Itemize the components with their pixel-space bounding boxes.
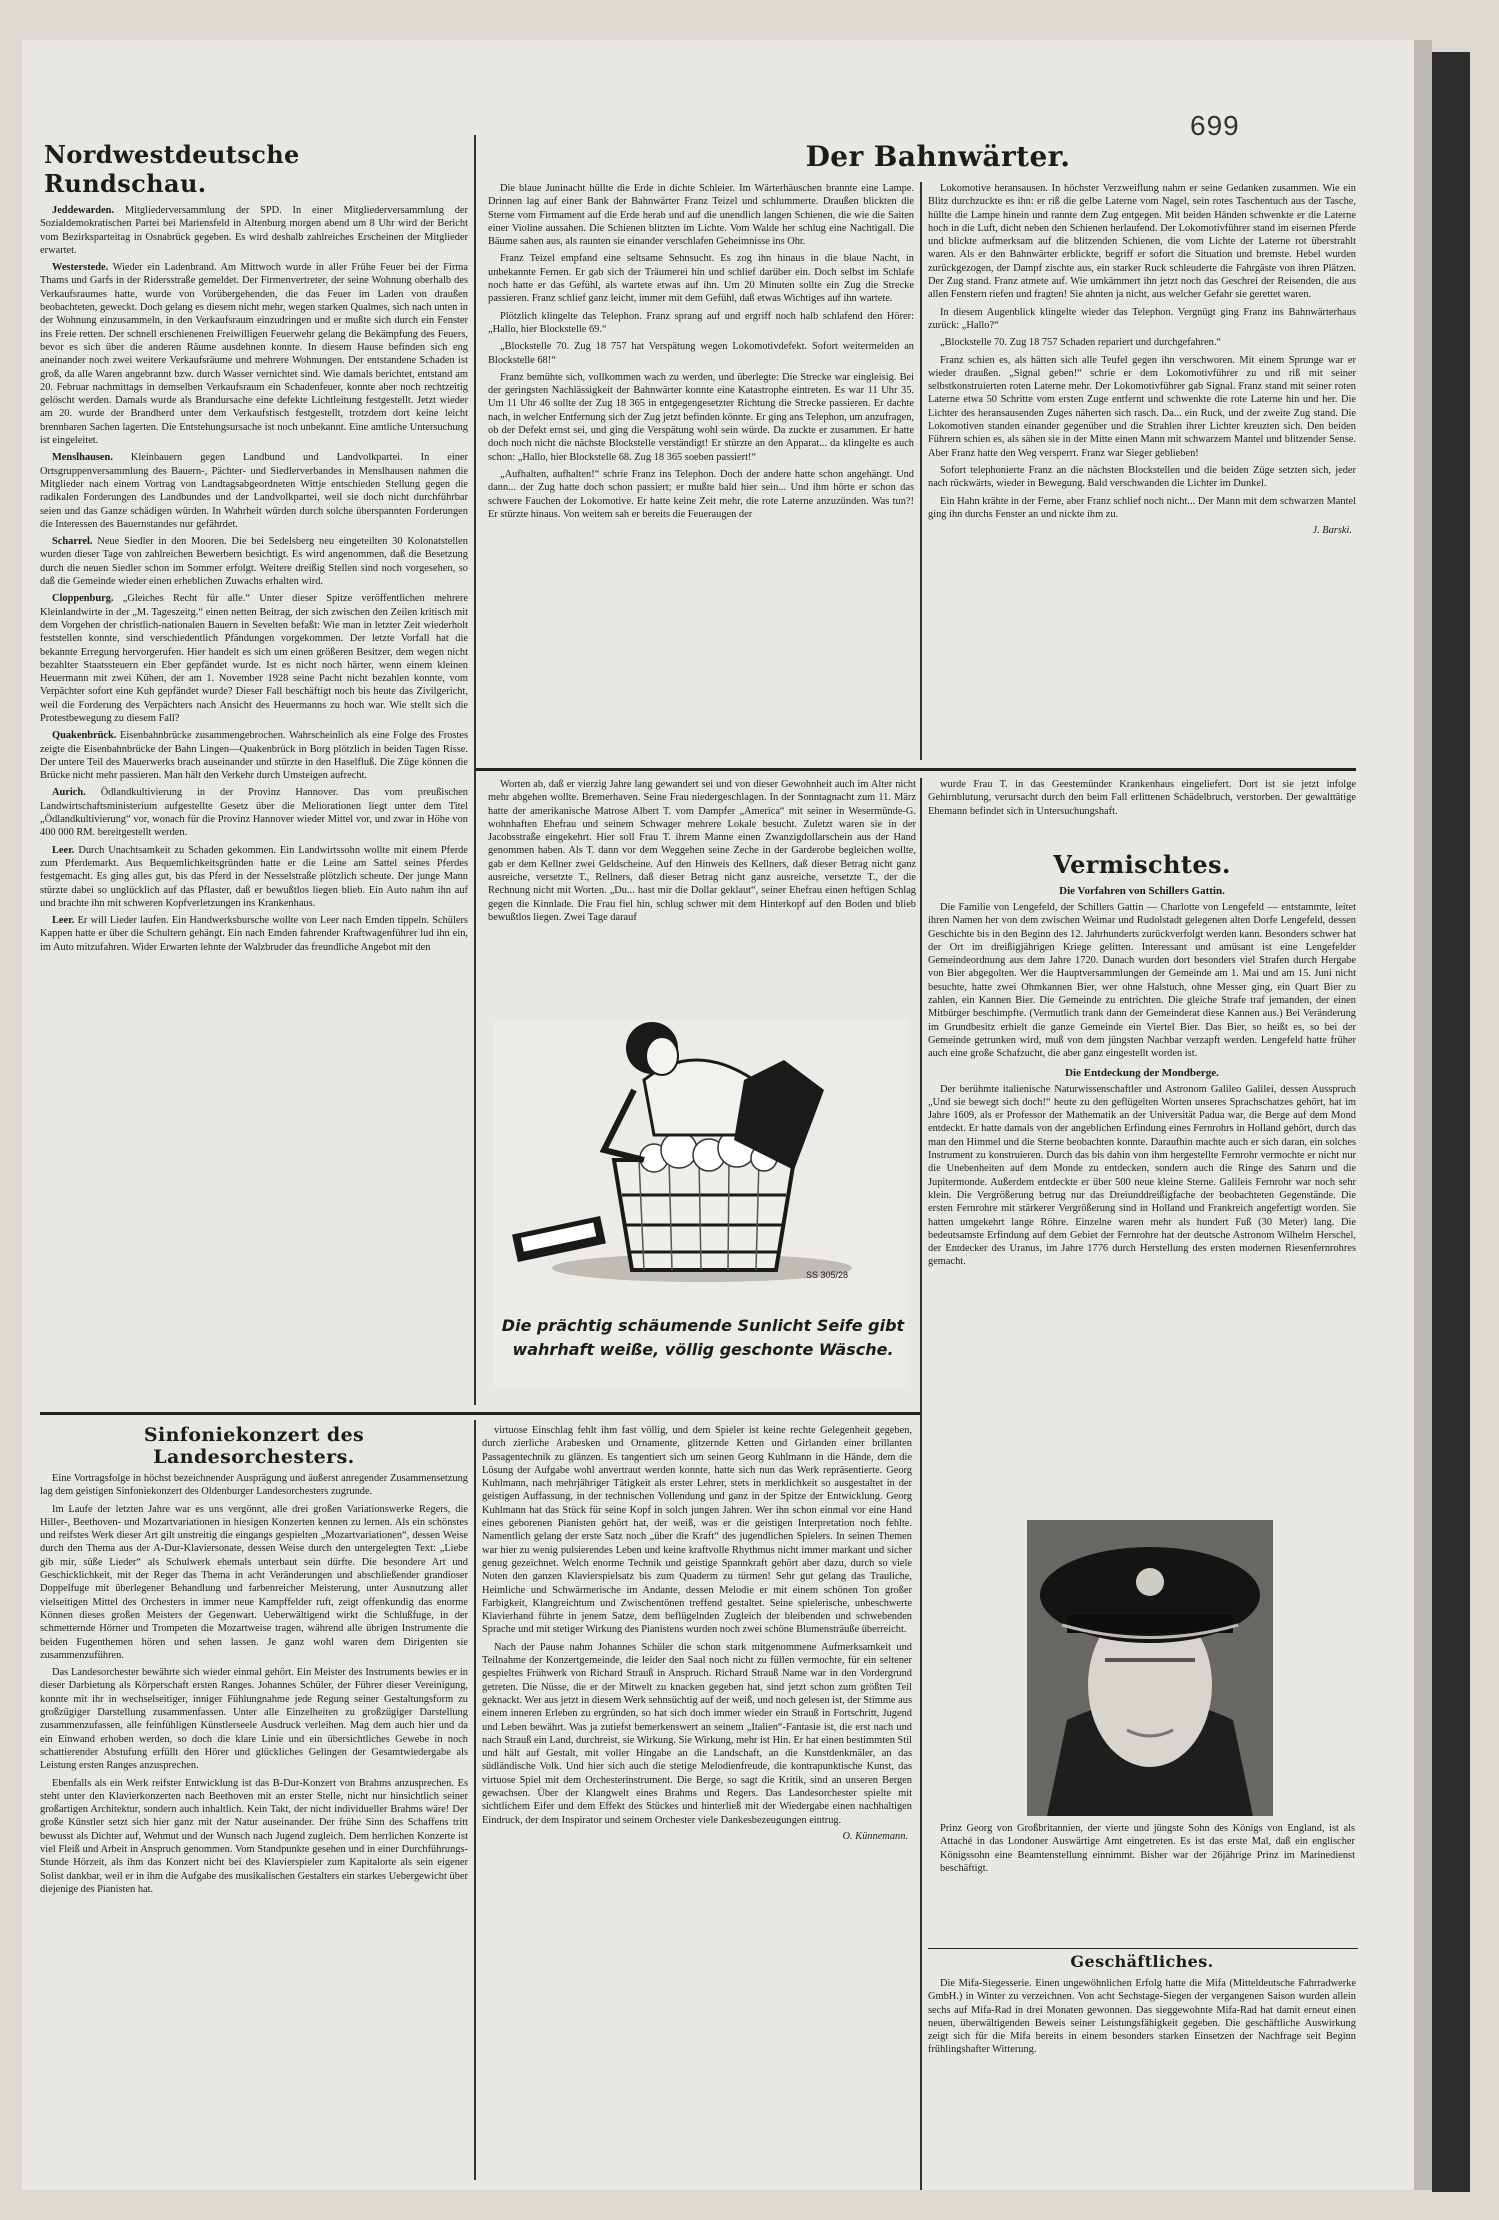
ad-slogan-line1: Die prächtig schäumende Sunlicht Seife gibt	[501, 1316, 905, 1335]
rundschau-text: Mitgliederversammlung der SPD. In einer Mitgliederversammlung der Sozialdemokratischen Partei bei Mariensfeld in Altenburg morgen abend um 8 Uhr wird der Bericht vom Bezirksparteitag in Osnabrück gegeben. Es wird deshalb zahlreiches Erscheinen der Mitglieder erwartet.	[40, 205, 468, 256]
konzert-paragraph: Das Landesorchester bewährte sich wieder einmal gehört. Ein Meister des Instruments bewies er in dieser Darbietung als Körperschaft ersten Ranges. Johannes Schüler, der Führer dieser Vereinigung, konnte mit ihr in wechselseitiger, inniger Fühlungnahme jede Regung seiner Gestaltungsform zu großzügiger Darstellung zusammenfassen. Unter alle Einzelheiten zu großzügiger Darstellung zusammenzufassen, alle feinfühligen Künstlerseele Ausdruck verleihen. Mag dem auch hier und da ein Einwand erhoben werden, so doch die klare Linie und ein übersichtliches Gewebe in noch schattierender Abstufung erfüllt den Hörer und glückliches Gelingen der Gesamtwiedergabe als Leistung ersten Ranges anzusprechen.	[40, 1667, 468, 1772]
bahnwaerter-paragraph: Lokomotive heransausen. In höchster Verzweiflung nahm er seine Gedanken zusammen. Wie ein Blitz durchzuckte es ihn: er riß die gelbe Laterne vom Nagel, sein rotes Taschentuch aus der Tasche, hüllte die Lampe hinein und rannte dem Zug entgegen. Mit beiden Händen schwenkte er die Laterne hoch in die Luft, dicht neben den Schienen herlaufend. Der Lokomotivführer stand im eisernen Pferde und blickte aufmerksam auf die blitzenden Schienen, die vom Lichte der Laterne rot überstrahlt waren. Als er den Bahnwärter erblickte, begriff er sofort die Situation und bremste. Hebel wurden zurückgezogen, der Dampf zischte aus, ein starker Ruck schleuderte die Fahrgäste von ihren Plätzen. Der Zug stand. Franz atmete auf. Wie umkämmert ihn jetzt noch das Geschrei der Reisenden, die aus allen Fenstern riefen und fragten! Sie ahnten ja nicht, aus welcher Gefahr sie gerettet waren.	[928, 183, 1356, 301]
bahnwaerter-paragraph: Ein Hahn krähte in der Ferne, aber Franz schlief noch nicht... Der Mann mit dem schwarzen Mantel ging ihn durchs Fenster an und nickte ihm zu.	[928, 495, 1356, 520]
rundschau-text: Er will Lieder laufen. Ein Handwerksbursche wollte von Leer nach Emden tippeln. Schülers Kappen hatte er über die Schultern gehängt. Ein nach Emden fahrender Kraftwagenführer lud ihn ein, im Auto mitzufahren. Wider Erwarten lehnte der Walzbruder das freundliche Angebot mit den	[40, 915, 468, 953]
rundschau-text: Ödlandkultivierung in der Provinz Hannover. Das vom preußischen Landwirtschaftsministerium aufgestellte Gesetz über die Meliorationen liegt unter dem Titel „Ödlandkultivierung“ vor, wonach für die Provinz Hannover wieder Mittel vor, und zwar in Höhe von 400 000 RM. bereitgestellt werden.	[40, 787, 468, 839]
left-column	[40, 140, 468, 1405]
horizontal-rule	[928, 1948, 1358, 1949]
column-rule	[474, 1420, 476, 2180]
vermischtes-sub1: Die Vorfahren von Schillers Gattin.	[1059, 885, 1225, 897]
konzert-paragraph: Im Laufe der letzten Jahre war es uns vergönnt, alle drei großen Variationswerke Regers, die Hiller-, Beethoven- und Mozartvariationen in hiesigen Konzerten kennen zu lernen. Als ein schönstes und reifstes Werk dieser Art gilt unstreitig die eingangs gespielten „Mozartvariationen“, dessen Weise durch den Thema aus der A-Dur-Klaviersonate, dessen Weise durch den untergelegten Text: „Liebe gib mir, süße Lieder“ als Schulwerk ehemals unterbaut sein dürfte. Die besondere Art und Geschicklichkeit, mit der Reger das Thema in acht Veränderungen und abschließender grandioser Doppelfuge mit überlegener Behandlung und farbenreicher Meisterung, unter Ausnutzung aller vielseitigen Mittel des Orchesters in immer neue Kampffelder ruft, zeigt offenkundig das enorme Können dieses großen Meisters der Gegenwart. Ueberwältigend wirkt die Schlußfuge, in der schmetternde Hörner und Trompeten die Mozartweise tragen, während alle übrigen Instrumente die beiden Fugenthemen hören und sehen lassen. Je ganz wohl waren dem Dirigenten sie zusammenzuführen.	[40, 1503, 468, 1661]
konzert-signature: O. Künnemann.	[842, 1830, 908, 1842]
vermischtes-section	[928, 850, 1356, 1510]
geschaeftliches-title: Geschäftliches.	[1070, 1952, 1214, 1971]
rundschau-item	[40, 786, 468, 839]
bahnwaerter-paragraph: Franz Teizel empfand eine seltsame Sehnsucht. Es zog ihn hinaus in die blaue Nacht, in unbekannte Fernen. Er gab sich der Träumerei hin und schlief darüber ein. Doch selbst im Schlafe noch hatte er das Gefühl, als wartete etwas auf ihn. Um 20 Minuten sollte ein Zug die Strecke passieren. Franz schlief ganz leicht, immer mit dem Gefühl, daß etwas Wichtiges auf ihn wartete.	[488, 253, 914, 305]
konzert-col2	[482, 1424, 912, 2180]
bahnwaerter-col1	[488, 182, 914, 762]
binding-edge	[1432, 52, 1470, 2192]
page-edge	[1414, 40, 1432, 2190]
prince-george-photo	[1027, 1520, 1273, 1816]
bahnwaerter-paragraph: In diesem Augenblick klingelte wieder das Telephon. Vergnügt ging Franz ins Bahnwärterhaus zurück: „Hallo?“	[928, 306, 1356, 331]
rundschau-item	[40, 592, 468, 725]
page-number: 699	[1190, 110, 1240, 141]
bahnwaerter-paragraph: „Blockstelle 70. Zug 18 757 hat Verspätung wegen Lokomotivdefekt. Sofort weitermelden an Blockstelle 68!“	[488, 341, 914, 366]
geschaeftliches-section	[928, 1952, 1356, 2092]
rundschau-item	[40, 914, 468, 954]
rundschau-item	[40, 261, 468, 447]
geschaeftliches-text: Die Mifa-Siegesserie. Einen ungewöhnlichen Erfolg hatte die Mifa (Mitteldeutsche Fahrradwerke GmbH.) in Winter zu verzeichnen. Von acht Sechstage-Siegen der vergangenen Saison wurden allein sechs auf Mifa-Rad in drei Monaten gewonnen. Das sieggewohnte Mifa-Rad hat damit erneut einen neuen, überwältigenden Beweis seiner Leistungsfähigkeit gegeben. Die geschäftliche Auswirkung zeigt sich für die Mifa bereits in einem besonders starken Einsetzen der Nachfrage seit Beginn frühlingshafter Witterung.	[928, 1978, 1356, 2056]
rundschau-item	[40, 844, 468, 910]
washerwoman-illustration	[494, 1020, 908, 1310]
konzert-title: Sinfoniekonzert des Landesorchesters.	[143, 1424, 365, 1468]
bremerhaven-col2	[928, 778, 1356, 848]
rundschau-title: Nordwestdeutsche Rundschau.	[44, 140, 300, 198]
horizontal-rule	[40, 1412, 920, 1415]
sunlicht-ad	[494, 1020, 908, 1386]
vermischtes-text2: Der berühmte italienische Naturwissenschaftler und Astronom Galileo Galilei, dessen Ausspruch „Und sie bewegt sich doch!“ heute zu den geflügelten Worten unseres Sprachschatzes gehört, hat im Jahre 1609, als er Professor der Mathematik an der Universität Padua war, die Berge auf dem Mond entdeckt. Er hatte damals von der angeblichen Erfindung eines Fernrohrs in Holland gehört, durch das man den Himmel und die Sterne beobachten konnte. Daraufhin machte auch er sich daran, ein solches Instrument zu konstruieren. Durch das bis dahin von ihm hergestellte Fernrohr vermochte er nicht nur die Unebenheiten auf dem Monde zu entdecken, sondern auch die Ringe des Saturn und die Jupitermonde. Außerdem entdeckte er über 500 neue kleine Sterne. Galileis Fernrohr war noch sehr klein. Die Vergrößerung betrug nur das Dreiunddreißigfache der beobachteten Gegenstände. Die ersten Fernrohre mit stärkerer Vergrößerung sind in Holland und Frankreich angefertigt worden. Sie hatten umgekehrt lange Röhre. Einzelne waren mehr als hundert Fuß (30 Meter) lang. Die bedeutsamste Erfindung auf dem Gebiet der Fernrohre hat der deutsche Astronom Wilhelm Herschel, der Entdecker des Uranus, im Jahre 1776 durch Herstellung des ersten modernen Riesenfernrohres gemacht.	[928, 1083, 1356, 1268]
rundschau-text: Wieder ein Ladenbrand. Am Mittwoch wurde in aller Frühe Feuer bei der Firma Thams und Garfs in der Ridersstraße gemeldet. Der Firmenvertreter, der seine Wohnung oberhalb des Verkaufsraumes hatte, wurde von Vorübergehenden, die das Feuer im Laden von draußen beobachteten, geweckt. Doch gelang es diesem nicht mehr, wegen starken Qualmes, sich nach unten in der Wohnung einzusammeln, in den Verkaufsraum einzudringen und er mußte sich durch ein Fenster ins Freie retten. Der schnell erschienenen Freiwilligen Feuerwehr gelang die Bekämpfung des Feuers, bevor es sich über die anderen Räume ausdehnen konnte. In diesem Hause befinden sich eng aneinander noch zwei weitere Verkaufsräume und mehrere Wohnungen. Der entstandene Schaden ist groß, da alle Waren angebrannt bzw. durch Wasser vernichtet sind. Wie damals berichtet, entstand am 20. Februar nachmittags in demselben Verkaufsraum ein Schadenfeuer, konnte aber noch rechtzeitig gelöscht werden. Damals wurde als Brandursache eine defekte Lichtleitung festgestellt. Jetzt wieder am 20. wurde der Brandherd unter dem Verkaufstisch festgestellt, trotzdem dort keine leicht brennbaren Sachen lagerten. Die Entstehungsursache ist noch unbekannt. Eine amtliche Untersuchung ist eingeleitet.	[40, 262, 468, 447]
column-rule	[920, 778, 922, 2190]
horizontal-rule	[476, 768, 1356, 771]
konzert-paragraph: Nach der Pause nahm Johannes Schüler die schon stark mitgenommene Aufmerksamkeit und Teilnahme der Konzertgemeinde, die leider den Saal noch nicht zu füllen vermochte, für ein seltener gespieltes Frühwerk von Richard Strauß in Anspruch. Richard Strauß Name war in den Vordergrund getreten. Die Nüsse, die er der Mitwelt zu knacken gegeben hat, sind jetzt schon zum größten Teil geknackt. Wer aus jetzt in diesem Werk sehnsüchtig auf der weiß, und noch gelesen ist, der Stimme aus einem inneren Erleben zu ergründen, so hat sich doch immer wieder ein Strauß in Fortschritt, Jugend und Leben bewährt. Was ja zutiefst bemerkenswert an seinem „Italien“-Fantasie ist, die erst nach und nach Strauß ein Land, durchreist, sie Wirkung. Sie Wirkung, mehr ist Hin. Er hat einen bestimmten Stil und hält auf Gestalt, mit voller Hingabe an die Landschaft, an die Kunstdenkmäler, an das südländische Volk. Und hier sich auch die stetige Melodienfreude, die kontrapunktische Kunst, das virtuose Spiel mit dem Orchesterinstrument. Die Berge, so sagt die Kritik, sind an unseren Bergen gewachsen. Über der Klangwelt eines Brahms und Regers. Das Landesorchester spielte mit sichtlichem Eifer und dem Effekt des Stückes und hinterließ mit der Wiedergabe einen nachhaltigen Eindruck, der dem Inspirator und seinem Orchester viele Dankesbezeugungen eintrug.	[482, 1641, 912, 1826]
photo-caption	[940, 1822, 1355, 1875]
konzert-col1	[40, 1472, 468, 2180]
konzert-paragraph: Ebenfalls als ein Werk reifster Entwicklung ist das B-Dur-Konzert von Brahms anzusprechen. Es steht unter den Klavierkonzerten nach Beethoven mit an erster Stelle, nicht nur hinsichtlich seiner großartigen Architektur, sondern auch inhaltlich. Kein Takt, der nicht individueller Brahms wäre! Der große Künstler setzt sich hier ganz mit der Natur auseinander. Der frühe Sinn des Schaffens tritt bewusst als Dichter auf, Wehmut und der Wunsch nach Jugend zugleich. Dem herrlichen Konzerte ist viel Fleiß und Arbeit in Anspruch genommen. Vom Standpunkte gesehen und in einer Durchführungs-Stunde Hörzeit, als ihm das Konzert nicht bei des Klavierspieler zum Kapitalorte als sein eigener Solist dankbar, weil er in ihm die Aufgabe des musikalischen Gestalters ein starkes Uebergewicht über diejenige des Pianisten hat.	[40, 1777, 468, 1895]
rundschau-place: Aurich.	[52, 787, 86, 799]
rundschau-place: Quakenbrück.	[52, 730, 117, 742]
rundschau-items	[40, 204, 468, 954]
bahnwaerter-signature: J. Barski.	[1312, 525, 1352, 537]
rundschau-text: Neue Siedler in den Mooren. Die bei Sedelsberg neu eingeteilten 30 Kolonatstellen wurden dieser Tage von zahlreichen Bewerbern besichtigt. Es wird angenommen, daß die Besetzung durch die neuen Siedler schon im Sommer erfolgt. Weitere dreißig Stellen sind noch vorgesehen, so daß die Gemeinde wieder einen erheblichen Zuwachs erhalten wird.	[40, 536, 468, 588]
konzert-paragraph: Eine Vortragsfolge in höchst bezeichnender Ausprägung und äußerst anregender Zusammensetzung lag dem geistigen Sinfoniekonzert des Oldenburger Landesorchesters zugrunde.	[40, 1473, 468, 1498]
bahnwaerter-paragraph: Plötzlich klingelte das Telephon. Franz sprang auf und ergriff noch halb schlafend den Hörer: „Hallo, hier Blockstelle 69.“	[488, 310, 914, 335]
newspaper-page	[22, 40, 1414, 2190]
rundschau-place: Jeddewarden.	[52, 205, 115, 216]
konzert-paragraph: virtuose Einschlag fehlt ihm fast völlig, und dem Spieler ist keine rechte Gelegenheit gegeben, durch zierliche Arabesken und Ornamente, glitzernde Ketten und Girlanden einer brillanten Passagentechnik zu glänzen. Es tangentiert sich um seinen Georg Kuhlmann in die Hände, dem die Lösung der Aufgabe wohl anvertraut werden konnte, hatte sich nun das Werk repräsentierte. Georg Kuhlmann, nach mehrjähriger Tätigkeit als erster Lehrer, stets in merklichkeit so ausgestaltet in der geistigen Auffassung, in der technischen Vollendung und ganz in der Spitze der Entwicklung. Georg Kuhlmann hat das Stück für seine Kopf in solch jungen Jahren. Wer ihn schon einmal vor eine Hand eines geborenen Pianisten gehört hat, der weiß, was er die geistigen Interpretation noch fehlte. Namentlich gelang der erste Satz noch „über die Kraft“ des jugendlichen Spielers. In seinen Themen war hier zu wenig pulsierendes Leben und keine kraftvolle Rhythmus nicht immer markant und sicher genug gezeichnet. Welch enorme Technik und geistige Spannkraft gehört aber dazu, durch so viele Noten den ganzen Klavierspielsatz bis zum Quaderm zu türmen! Sehr gut gelang das Trauliche, Heimliche und Schwärmerische im Andante, dessen Melodie er mit einem schönen Ton großer Farbigkeit, Klangreichtum und Zwischentönen treffend gestaltet. Seine spielerische, unbeschwerte Klavierhand führte in jenem Satze, dem beflügelnden Zugleich der bleibenden und schwebenden Sprache und mit stetiger Wirkung des Pianistens wurden noch zwei schöne Blumensträuße überreicht.	[482, 1425, 912, 1636]
bahnwaerter-col2	[928, 182, 1356, 762]
bahnwaerter-paragraph: Die blaue Juninacht hüllte die Erde in dichte Schleier. Im Wärterhäuschen brannte eine Lampe. Drinnen lag auf einer Bank der Bahnwärter Franz Teizel und schlummerte. Draußen blickten die Sterne vom Firmament auf die Erde herab und auf die unendlich langen Schienen, die wie die Saiten einer Violine aussahen. Die Schienen blitzten im Lichte. Vom Walde her schlug eine Nachtigall. Die Bäume sahen aus, als raunten sie einander verschlafen Geheimnisse ins Ohr.	[488, 183, 914, 248]
bahnwaerter-paragraph: Sofort telephonierte Franz an die nächsten Blockstellen und die beiden Züge setzten sich, jeder nach rückwärts, wieder in Bewegung. Bald verschwanden die Lichter im Dunkel.	[928, 464, 1356, 490]
ad-code: SS 305/28	[806, 1270, 849, 1280]
rundschau-text: Durch Unachtsamkeit zu Schaden gekommen. Ein Landwirtssohn wollte mit einem Pferde zum Pferdemarkt. Aus Bequemlichkeitsgründen hatte er die Leine am Sattel seines Pferdes festgemacht. Es ging alles gut, bis das Pferd in der Nesselstraße plötzlich scheute. Der junge Mann stürzte dabei so unglücklich auf das Pflaster, daß er bewußtlos liegen blieb. Ein Auto nahm ihn auf und brachte ihn mit schweren Kopfverletzungen ins Krankenhaus.	[40, 844, 468, 909]
rundschau-place: Leer.	[52, 844, 75, 856]
photo-caption-text: Prinz Georg von Großbritannien, der vierte und jüngste Sohn des Königs von England, ist als Attaché in das Londoner Auswärtige Amt eingetreten. Es ist das erste Mal, daß ein englischer Königssohn eine Beamtenstellung einnimmt. Bisher war der 26jährige Prinz im Marinedienst beschäftigt.	[940, 1823, 1355, 1874]
ad-slogan-line2: wahrhaft weiße, völlig geschonte Wäsche.	[512, 1340, 894, 1359]
rundschau-item	[40, 204, 468, 257]
vermischtes-text1: Die Familie von Lengefeld, der Schillers Gattin — Charlotte von Lengefeld — entstammte, leitet ihren Namen her von dem zwischen Weimar und Rudolstadt gelegenen alten Dorfe Lengefeld, dessen Geschichte bis in den Beginn des 12. Jahrhunderts zurückverfolgt werden kann. Besonders schwer hat der Ort im dreißigjährigen Kriege gelitten. Interessant und amüsant ist eine Lengefelder Gemeindeordnung aus dem Jahre 1720. Danach wurden dort besonders viel Strafen durch Hergabe von Bier abgegolten. Wer die Hauptversammlungen der Gemeinde am 1. Mai und am 15. Juni nicht besuchte, hatte zwei Ohmkannen Bier, wer ohne Halstuch, ohne Messer ging, ein Quart Bier zu zahlen, ein Kannen Bier. Die Gemeinde zu entrichten. Die gleiche Strafe traf jemanden, der einen Mitbürger beschimpfte. (Vermutlich trank dann der Gemeinderat diese Kannen aus.) Bei Veränderung im Grundbesitz erhielt die ganze Gemeinde ein Viertel Bier. Das Bier, so heißt es, so bei der Gemeinde getrunken wird, muß von dem jüngsten Nachbar verzapft werden. Lengefeld hatte früher auch eine große Schafzucht, die aber ganz eingestellt worden ist.	[928, 902, 1356, 1060]
rundschau-item	[40, 729, 468, 782]
vermischtes-sub2: Die Entdeckung der Mondberge.	[1065, 1066, 1219, 1079]
bremerhaven-continued: wurde Frau T. in das Geestemünder Krankenhaus eingeliefert. Dort ist sie jetzt infolge Gehirnblutung, verursacht durch den beim Fall erlittenen Schädelbruch, verstorben. Der gewalttätige Ehemann befindet sich in Untersuchungshaft.	[928, 779, 1356, 817]
bremerhaven-col1	[488, 778, 916, 1018]
portrait-illustration	[1027, 1520, 1273, 1816]
bahnwaerter-title: Der Bahnwärter.	[805, 140, 1071, 173]
rundschau-item	[40, 451, 468, 531]
rundschau-place: Westerstede.	[52, 262, 109, 274]
bahnwaerter-paragraph: Franz schien es, als hätten sich alle Teufel gegen ihn verschworen. Mit einem Sprunge war er wieder draußen. „Signal geben!“ schrie er dem Lokomotivführer zu und riß mit seiner selbstkonstruierten roten Laterne mehr. Der Lokomotivführer gab Signal. Franz stand mit seiner roten Laterne etwa 50 Schritte vom ersten Zuge entfernt und schwenkte die rote Laterne hin und her. Die Lichter des heransausenden Zuges näherten sich rasch. Da... ein Ruck, und der zweite Zug stand. Die Lokomotiven standen einander gegenüber und die Strahlen ihrer Lichter kreuzten sich. Den beiden Führern schien es, als sähen sie in der Mitte einen Mann mit schwarzem Mantel und blitzender Sense. Aber Franz hatte den Weg versperrt. Franz war Sieger geblieben!	[928, 354, 1356, 459]
rundschau-place: Cloppenburg.	[52, 593, 114, 605]
rundschau-text: Eisenbahnbrücke zusammengebrochen. Wahrscheinlich als eine Folge des Frostes zeigte die Eisenbahnbrücke der Bahn Lingen—Quakenbrück in Borg plötzlich in beiden Tagen Risse. Der untere Teil des Mauerwerks brach auseinander und stürzte in den Haselfluß. Die Züge können die Brücke nicht mehr passieren. Man hält den Verkehr durch Umsteigen aufrecht.	[40, 730, 468, 782]
rundschau-place: Scharrel.	[52, 536, 93, 548]
bahnwaerter-paragraph: „Blockstelle 70. Zug 18 757 Schaden repariert und durchgefahren.“	[940, 337, 1222, 349]
rundschau-place: Menslhausen.	[52, 452, 113, 464]
bahnwaerter-paragraph: „Aufhalten, aufhalten!“ schrie Franz ins Telephon. Doch der andere hatte schon angehängt. Und dann... der Zug hatte doch schon passiert; er mußte bald hier sein... Und ihm hörte er schon das schwere Fauchen der Lokomotive. Er hatte keine Zeit mehr, die rote Laterne anzuzünden. Was tun?! Er stürzte hinaus. Von weitem sah er bereits die Feueraugen der	[488, 468, 914, 520]
rundschau-item	[40, 535, 468, 588]
rundschau-text: „Gleiches Recht für alle.“ Unter dieser Spitze veröffentlichen mehrere Kleinlandwirte in der „M. Tageszeitg.“ einen netten Beitrag, der sich zwischen den Zeilen kritisch mit dem Vorgehen der christlich-nationalen Bauern in Sevelten befaßt: Wie man in letzter Zeit wiederholt feststellen konnte, sind verschiedentlich Pfändungen vorgekommen. Der letzte Vorfall hat die bekannte Erregung hervorgerufen. Hier handelt es sich um einen größeren Besitzer, dem wegen nicht bezahlter Staatssteuern ein Eber gepfändet wurde. Ist es nicht noch härter, wenn einem kleinen Heuermann mit zwei Kühen, der am 1. November 1928 seine Pacht nicht bezahlen konnte, vom Verpächter sofort eine Kuh gepfändet wurde? Dieser Fall beschäftigt noch bis heute das Zivilgericht, weil die Forderung des Verpächters nach Ansicht des Heuermanns zu hoch war. Wie stellt sich die Protestbewegung zu diesem Fall?	[40, 593, 468, 724]
column-rule	[920, 182, 922, 760]
vermischtes-title: Vermischtes.	[1053, 850, 1231, 879]
bahnwaerter-paragraph: Franz bemühte sich, vollkommen wach zu werden, und überlegte: Die Strecke war eingleisig. Bei der geringsten Nachlässigkeit der Bahnwärter konnte eine Katastrophe eintreten. Es war 11 Uhr 35. Um 11 Uhr 46 sollte der Zug 18 365 in entgegengesetzter Richtung die Strecke passieren. Er dachte nach, in welcher Entfernung sich der Zug jetzt befinden könnte. Er ging ans Telephon, um anzufragen, ob der Defekt ernst sei, und ging die Verspätung wohl sein würde. Da zuckte er zusammen. Er hatte doch noch nicht die nächste Blockstelle verständigt! Er stürzte an den Apparat... da klingelte es auch schon: „Hallo, hier Blockstelle 68. Zug 18 365 soeben passiert!“	[488, 371, 914, 463]
konzert-header	[40, 1424, 468, 1470]
bremerhaven-text: Worten ab, daß er vierzig Jahre lang gewandert sei und von dieser Gewohnheit auch im Alter nicht mehr abgehen wollte. Bremerhaven. Seine Frau niedergeschlagen. In der Sonntagnacht zum 11. März hatte der amerikanische Matrose Albert T. vom Dampfer „America“ mit seiner in Wesermünde-G. wohnhaften Ehefrau und seinem Schwager mehrere Lokale besucht. Zuletzt waren sie in der Jacobsstraße eingekehrt. Hier soll Frau T. ihrem Manne einen Zwanzigdollarschein aus der Hand genommen haben. Als T. dann vor dem Weggehen seine Zeche in der Garderobe begleichen wollte, gab er dem Kellner zwei Geldscheine. Auf den Hinweis des Kellners, daß dieser Betrag nicht ganz ausreiche, versetzte T., Rellners, daß dieser Betrag nicht ganz ausreiche, versetzte T., der die Rechnung nicht mit Worten. „Du... hast mir die Dollar geklaut“, seiner Ehefrau einen heftigen Schlag gegen die Kinnlade. Die Frau fiel hin, schlug schwer mit dem Hinterkopf auf den Boden und blieb bewußtlos liegen. Zwei Tage darauf	[488, 779, 916, 923]
rundschau-text: Kleinbauern gegen Landbund und Landvolkpartei. In einer Ortsgruppenversammlung des Bauern-, Pächter- und Siedlerverbandes in Menslhausen nahmen die Mitglieder nach einem Vortrag von Landtagsabgeordneten Wittje entschieden Stellung gegen die radikalen Forderungen des Landbundes und der Landvolkpartei, weil sie doch nicht durchführbar seien und das Ganze schädigen würden. In Wahrheit würden durch solche überspannten Forderungen die Interessen des Bauernstandes nur gefährdet.	[40, 452, 468, 530]
rundschau-place: Leer.	[52, 915, 75, 927]
